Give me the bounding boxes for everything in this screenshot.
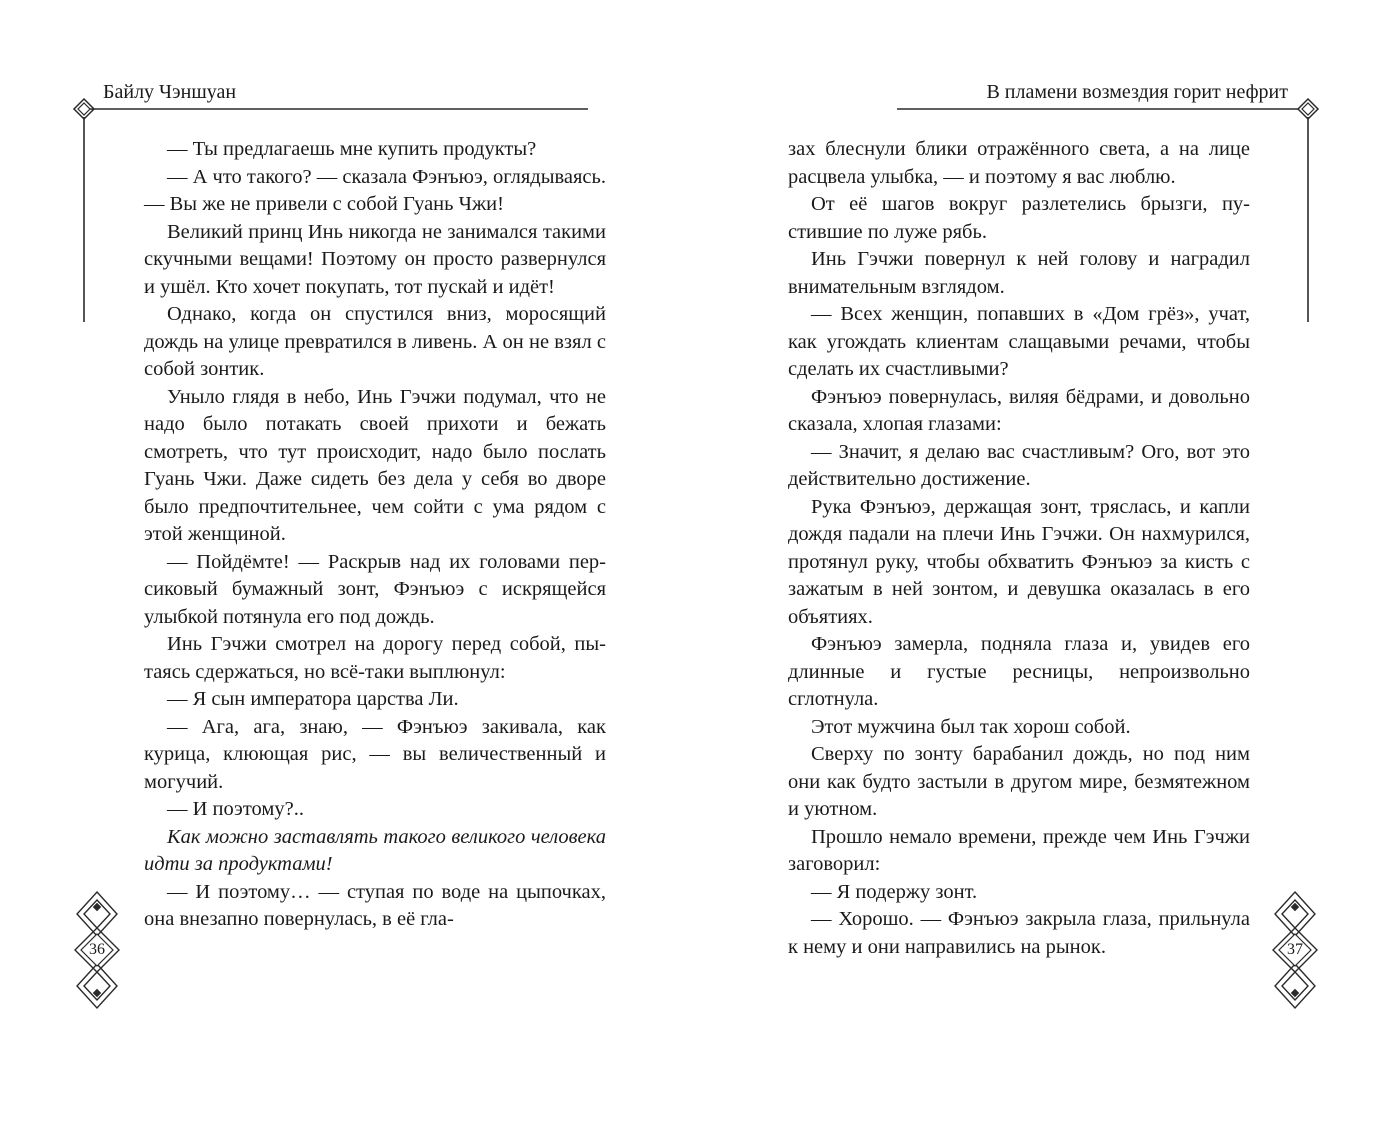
page-number: 37 bbox=[1287, 941, 1303, 958]
paragraph: Великий принц Инь никогда не занимался такими скучными вещами! Поэтому он просто развернулся и ушёл. Кто хочет покупать, тот пускай и идёт! bbox=[144, 220, 606, 298]
paragraph: — И поэтому… — ступая по воде на цыпочках, она внезапно повернулась, в её гла- bbox=[144, 880, 606, 930]
running-head-title: В пламени возмездия горит нефрит bbox=[986, 81, 1288, 103]
paragraph: От её шагов вокруг разлетелись брызги, пустившие по луже рябь. bbox=[788, 193, 1250, 243]
diamond-ornament-icon bbox=[74, 99, 94, 119]
paragraph: — Всех женщин, попавших в «Дом грёз», учат, как угождать клиентам слащавыми речами, чтобы сделать их счастливыми? bbox=[788, 303, 1250, 380]
paragraph: Фэнъюэ замерла, подняла глаза и, увидев его длинные и густые ресницы, непроизвольно сглотнула. bbox=[788, 633, 1250, 710]
paragraph: Инь Гэчжи повернул к ней голову и наградил внимательным взглядом. bbox=[788, 248, 1250, 298]
right-text-block bbox=[788, 136, 1250, 961]
running-head-author: Байлу Чэншуан bbox=[103, 81, 237, 103]
paragraph: Инь Гэчжи смотрел на дорогу перед собой, пытаясь сдержаться, но всё-таки выплюнул: bbox=[144, 633, 606, 683]
paragraph: зах блеснули блики отражённого света, а на лице расцвела улыбка, — и поэтому я вас люблю. bbox=[788, 138, 1250, 188]
left-text-block bbox=[144, 136, 606, 934]
paragraph: — Значит, я делаю вас счастливым? Ого, вот это действительно достижение. bbox=[788, 440, 1250, 490]
page-number: 36 bbox=[89, 941, 105, 958]
paragraph: — Ты предлагаешь мне купить продукты? bbox=[167, 138, 537, 160]
paragraph: — Я подержу зонт. bbox=[811, 880, 978, 903]
paragraph: — И поэтому?.. bbox=[167, 798, 304, 820]
left-page bbox=[0, 0, 696, 1125]
paragraph: Как можно заставлять такого великого человека идти за продуктами! bbox=[144, 825, 606, 875]
right-page bbox=[697, 0, 1393, 1125]
paragraph: Однако, когда он спустился вниз, моросящий дождь на улице превратился в ливень. А он не взял с собой зонтик. bbox=[144, 303, 606, 380]
paragraph: — А что такого? — сказала Фэнъюэ, оглядываясь. — Вы же не привели с собой Гуань Чжи! bbox=[144, 165, 606, 215]
paragraph: Прошло немало времени, прежде чем Инь Гэчжи заговорил: bbox=[788, 825, 1250, 875]
paragraph: — Пойдёмте! — Раскрыв над их головами персиковый бумажный зонт, Фэнъюэ с искрящейся улыбкой потянула его под дождь. bbox=[144, 550, 606, 628]
paragraph: Рука Фэнъюэ, держащая зонт, тряслась, и капли дождя падали на плечи Инь Гэчжи. Он нахмурился, протянул руку, чтобы обхватить Фэнъюэ за кисть с зажатым в ней зонтом, и девушка оказалась в его объятиях. bbox=[788, 495, 1250, 628]
page-number-badge-left bbox=[73, 890, 121, 1010]
diamond-ornament-icon bbox=[1298, 99, 1318, 119]
paragraph: — Я сын императора царства Ли. bbox=[167, 688, 459, 710]
paragraph: — Ага, ага, знаю, — Фэнъюэ закивала, как курица, клюющая рис, — вы величественный и могучий. bbox=[144, 715, 606, 793]
paragraph: — Хорошо. — Фэнъюэ закрыла глаза, прильнула к нему и они направились на рынок. bbox=[788, 908, 1250, 958]
page-number-badge-right bbox=[1271, 890, 1319, 1010]
paragraph: Уныло глядя в небо, Инь Гэчжи подумал, что не надо было потакать своей прихоти и бежать смотреть, что тут происходит, надо было послать Гуань Чжи. Даже сидеть без дела у себя во дворе было предпочтительнее, чем сойти с ума рядом с этой женщиной. bbox=[144, 385, 606, 545]
paragraph: Фэнъюэ повернулась, виляя бёдрами, и довольно сказала, хлопая глазами: bbox=[788, 385, 1250, 435]
paragraph: Сверху по зонту барабанил дождь, но под ним они как будто застыли в другом мире, безмятежном и уютном. bbox=[788, 743, 1250, 820]
paragraph: Этот мужчина был так хорош собой. bbox=[811, 715, 1131, 738]
